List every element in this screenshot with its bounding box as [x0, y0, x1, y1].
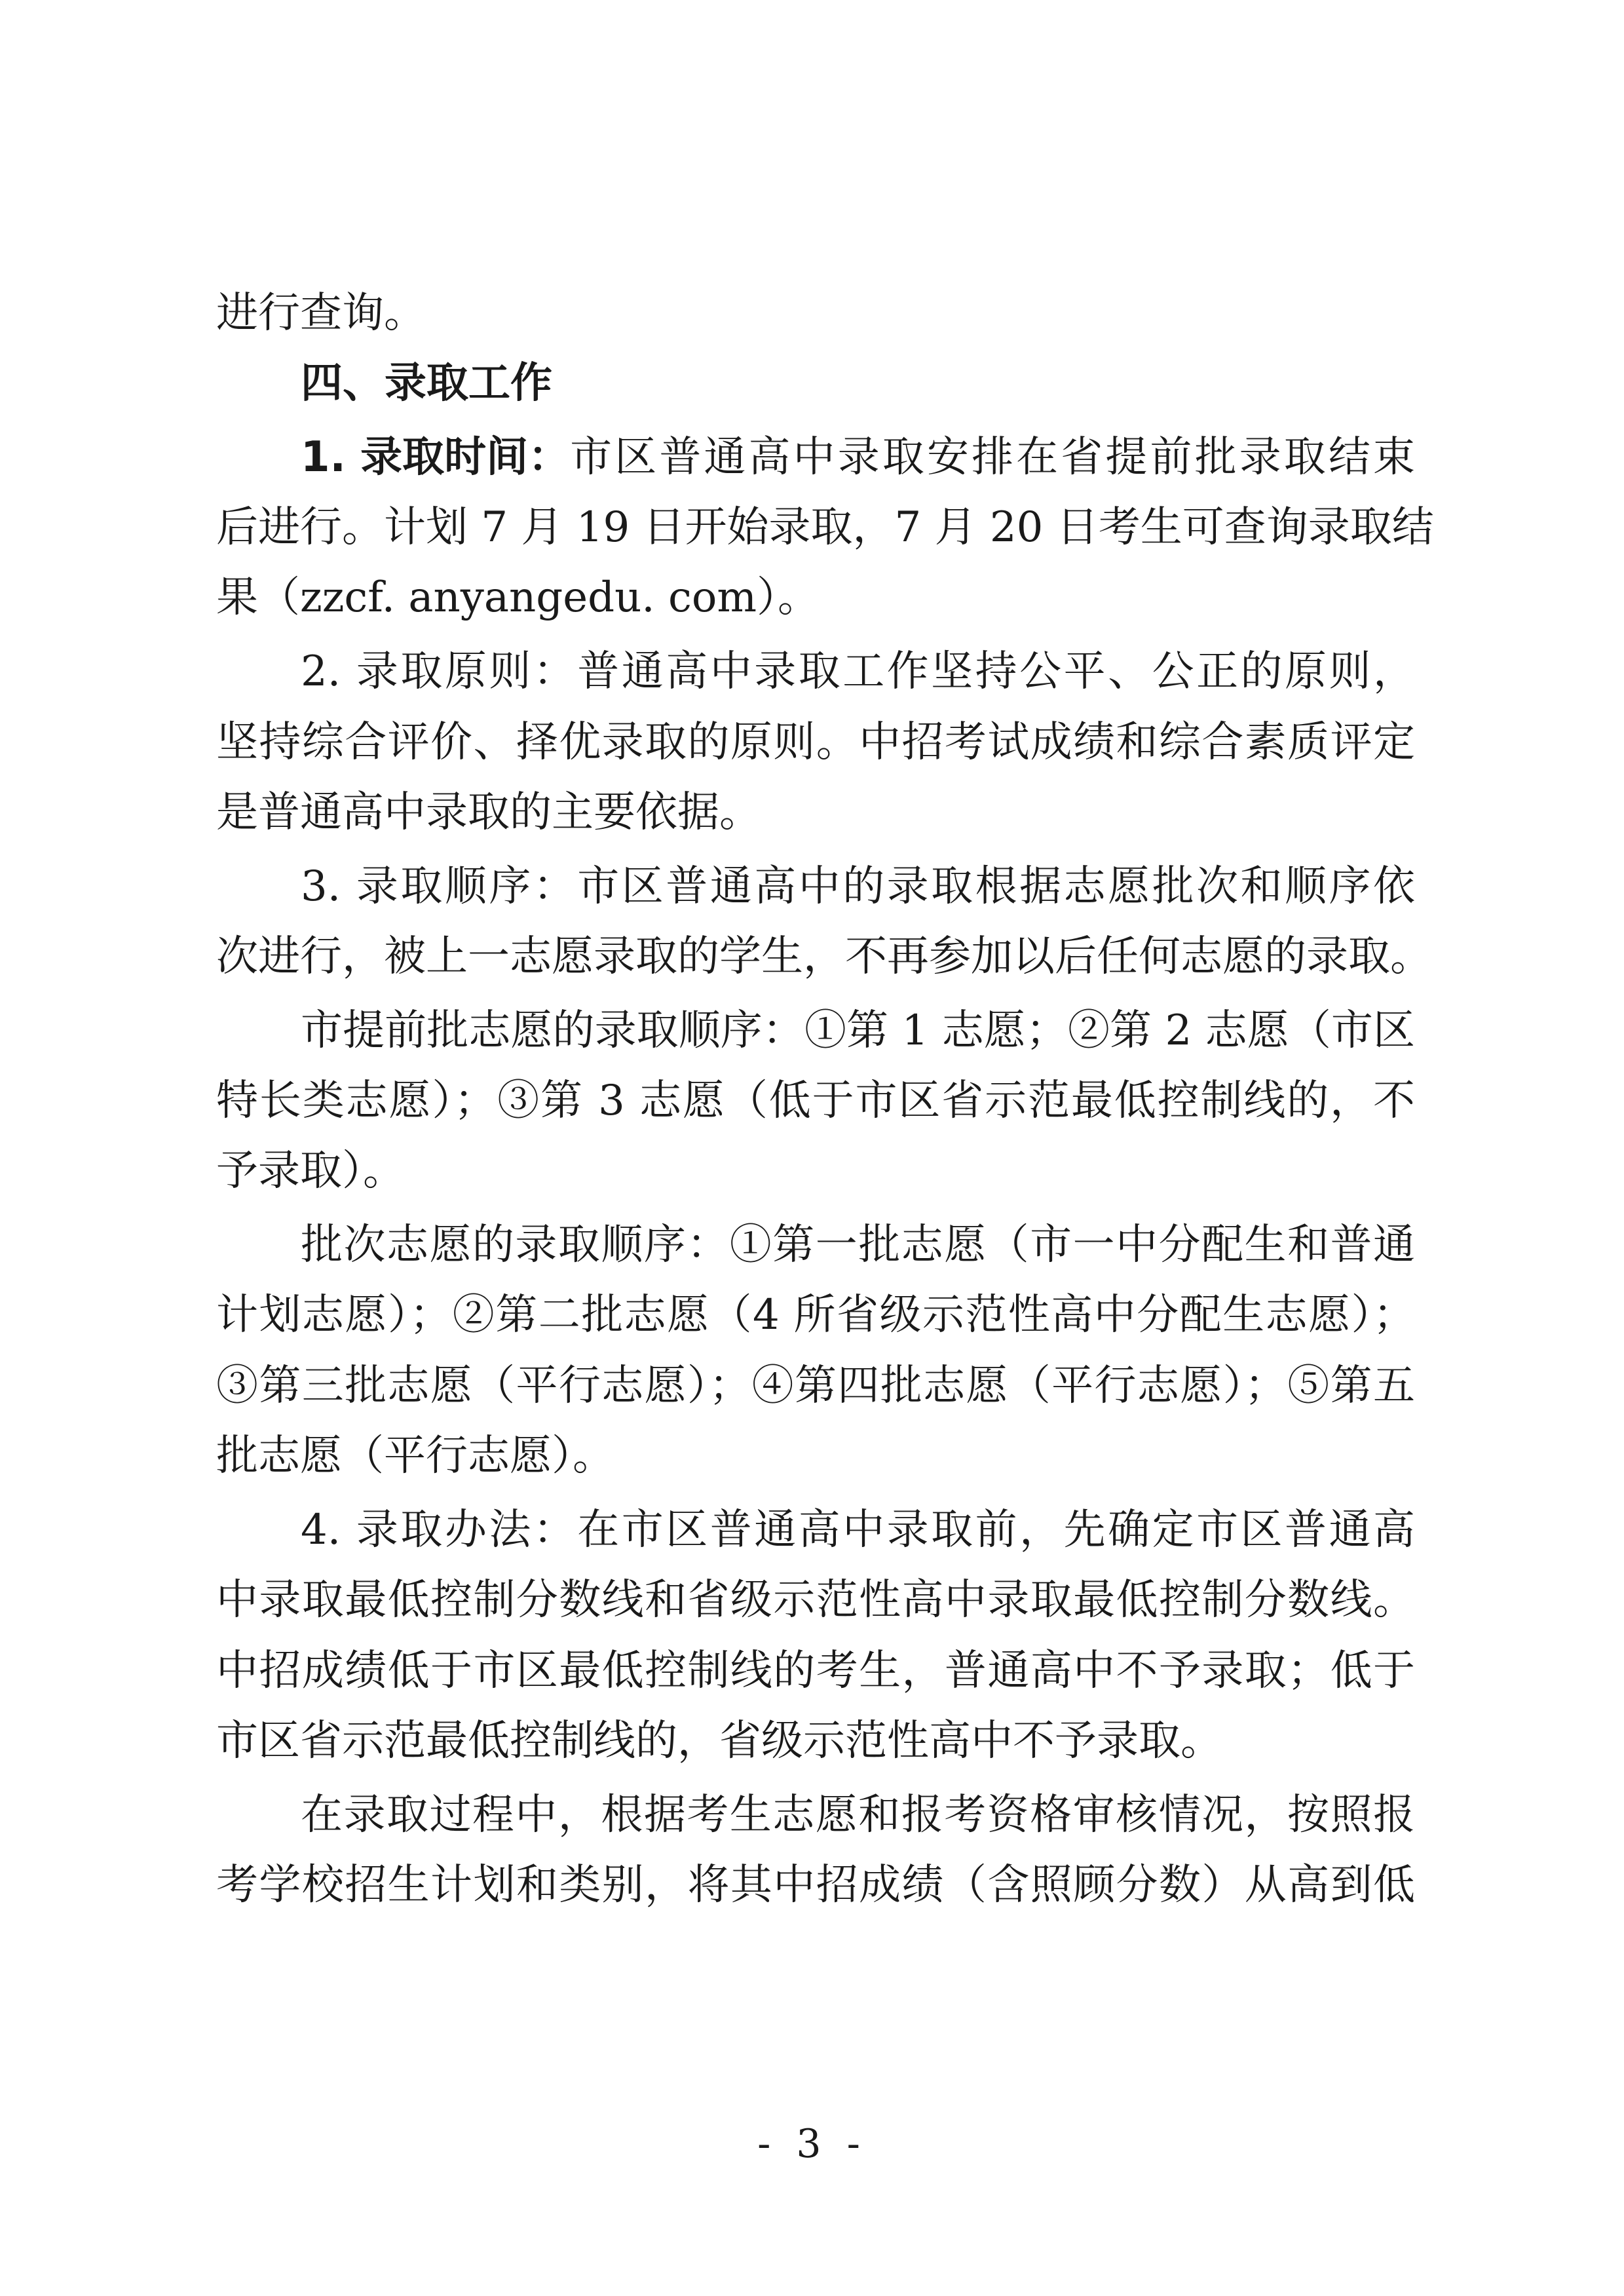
paragraph-line: 后进行。计划 7 月 19 日开始录取，7 月 20 日考生可查询录取结 [216, 503, 1434, 552]
paragraph-line: 是普通高中录取的主要依据。 [216, 788, 761, 837]
section-heading: 四、录取工作 [301, 359, 552, 408]
paragraph-line: 批志愿（平行志愿）。 [216, 1432, 614, 1480]
page-number: - 3 - [757, 2121, 867, 2167]
paragraph-line: 在录取过程中，根据考生志愿和报考资格审核情况，按照报 [301, 1791, 1415, 1839]
paragraph-line: 果（zzcf. anyangedu. com）。 [216, 573, 820, 622]
paragraph-line: 计划志愿）；②第二批志愿（4 所省级示范性高中分配生志愿）； [216, 1291, 1415, 1339]
paragraph-line: 中录取最低控制分数线和省级示范性高中录取最低控制分数线。 [216, 1576, 1415, 1624]
paragraph-line: 市提前批志愿的录取顺序：①第 1 志愿；②第 2 志愿（市区 [301, 1006, 1415, 1055]
paragraph-line: 批次志愿的录取顺序：①第一批志愿（市一中分配生和普通 [301, 1221, 1415, 1269]
paragraph-line: 4. 录取办法：在市区普通高中录取前，先确定市区普通高 [301, 1506, 1415, 1554]
paragraph-line: 进行查询。 [216, 289, 426, 337]
paragraph-line [301, 431, 1415, 484]
paragraph-line: 次进行，被上一志愿录取的学生，不再参加以后任何志愿的录取。 [216, 932, 1432, 981]
paragraph-line: 3. 录取顺序：市区普通高中的录取根据志愿批次和顺序依 [301, 862, 1415, 911]
paragraph-line: 予录取）。 [216, 1147, 405, 1195]
paragraph-line: 中招成绩低于市区最低控制线的考生，普通高中不予录取；低于 [216, 1647, 1415, 1695]
paragraph-line-text: 市区普通高中录取安排在省提前批录取结束 [570, 433, 1415, 482]
item-title: 1. 录取时间： [301, 433, 571, 482]
paragraph-line: 特长类志愿）；③第 3 志愿（低于市区省示范最低控制线的，不 [216, 1077, 1415, 1125]
paragraph-line: 坚持综合评价、择优录取的原则。中招考试成绩和综合素质评定 [216, 718, 1415, 767]
paragraph-line: 2. 录取原则：普通高中录取工作坚持公平、公正的原则， [301, 647, 1415, 696]
paragraph-line: ③第三批志愿（平行志愿）；④第四批志愿（平行志愿）；⑤第五 [216, 1362, 1415, 1410]
paragraph-line: 市区省示范最低控制线的，省级示范性高中不予录取。 [216, 1717, 1222, 1765]
paragraph-line: 考学校招生计划和类别，将其中招成绩（含照顾分数）从高到低 [216, 1861, 1415, 1909]
